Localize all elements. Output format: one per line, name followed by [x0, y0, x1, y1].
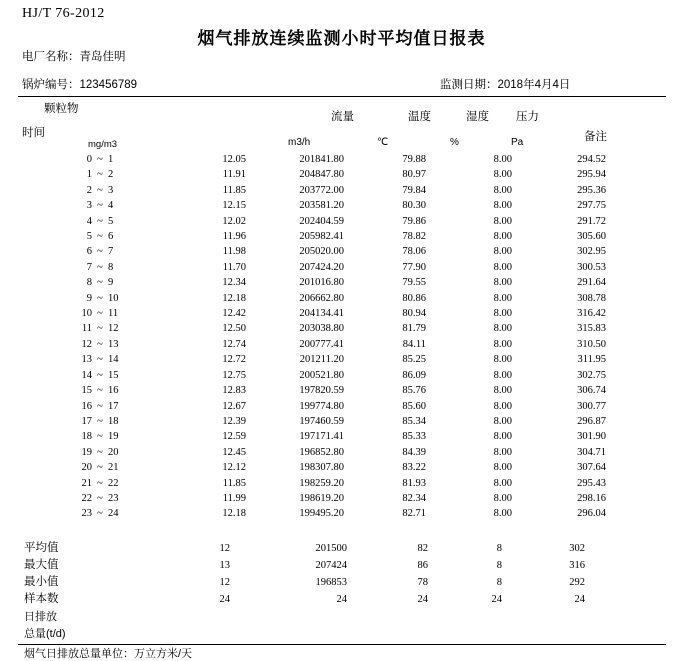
cell-flow: 196852.80	[299, 446, 344, 458]
cell-hour-start: 1	[86, 169, 92, 181]
cell-hour-start: 23	[81, 508, 92, 520]
cell-remark	[612, 306, 683, 321]
summary-minimum-temperature: 78	[417, 577, 428, 588]
cell-hour-end: 16	[108, 385, 119, 397]
header-divider	[18, 96, 666, 97]
cell-pressure: 295.43	[577, 477, 606, 489]
cell-hour-start: 6	[86, 246, 92, 258]
column-header-time: 时间	[22, 127, 45, 139]
cell-particulate: 11.99	[222, 492, 246, 504]
cell-remark	[612, 476, 683, 491]
cell-flow: 198307.80	[299, 462, 344, 474]
monitor-date-label: 监测日期：	[440, 79, 498, 91]
cell-pressure: 300.77	[577, 400, 606, 412]
summary-maximum-pressure: 316	[569, 560, 585, 571]
cell-particulate: 12.02	[222, 215, 246, 227]
cell-flow: 198619.20	[299, 492, 344, 504]
cell-hour-end: 15	[108, 369, 119, 381]
cell-temperature: 85.60	[402, 400, 426, 412]
cell-hour-start: 8	[86, 277, 92, 289]
cell-hour-start: 13	[81, 354, 92, 366]
table-row	[0, 275, 683, 290]
cell-temperature: 82.34	[402, 492, 426, 504]
cell-pressure: 296.04	[577, 508, 606, 520]
cell-pressure: 300.53	[577, 261, 606, 273]
cell-particulate: 11.85	[222, 184, 246, 196]
cell-humidity: 8.00	[493, 231, 512, 243]
cell-hour-end: 14	[108, 354, 119, 366]
cell-range-tilde: ~	[97, 446, 103, 458]
cell-flow: 201841.80	[299, 154, 344, 165]
cell-hour-start: 3	[86, 200, 92, 212]
cell-range-tilde: ~	[97, 462, 103, 474]
table-row	[0, 491, 683, 506]
cell-humidity: 8.00	[493, 385, 512, 397]
cell-hour-start: 19	[81, 446, 92, 458]
cell-humidity: 8.00	[493, 446, 512, 458]
monitor-date-field	[440, 76, 570, 92]
cell-pressure: 310.50	[577, 338, 606, 350]
summary-average-pressure: 302	[569, 543, 585, 554]
table-row	[0, 445, 683, 460]
cell-humidity: 8.00	[493, 492, 512, 504]
cell-flow: 200521.80	[299, 369, 344, 381]
cell-hour-end: 7	[108, 246, 114, 258]
cell-particulate: 12.15	[222, 200, 246, 212]
cell-range-tilde: ~	[97, 477, 103, 489]
cell-hour-start: 20	[81, 462, 92, 474]
cell-temperature: 77.90	[402, 261, 426, 273]
cell-pressure: 306.74	[577, 385, 606, 397]
cell-remark	[612, 152, 683, 167]
cell-humidity: 8.00	[493, 215, 512, 227]
cell-range-tilde: ~	[97, 369, 103, 381]
cell-range-tilde: ~	[97, 277, 103, 289]
cell-hour-end: 23	[108, 492, 119, 504]
table-row	[0, 198, 683, 213]
cell-particulate: 12.59	[222, 431, 246, 443]
cell-remark	[612, 429, 683, 444]
cell-temperature: 85.34	[402, 415, 426, 427]
cell-hour-end: 10	[108, 292, 119, 304]
plant-name-label: 电厂名称：	[22, 51, 80, 63]
summary-maximum-particulate: 13	[219, 560, 230, 571]
table-row	[0, 306, 683, 321]
cell-range-tilde: ~	[97, 231, 103, 243]
cell-pressure: 316.42	[577, 308, 606, 320]
cell-pressure: 302.75	[577, 369, 606, 381]
cell-flow: 203772.00	[299, 184, 344, 196]
cell-humidity: 8.00	[493, 246, 512, 258]
cell-hour-end: 8	[108, 261, 114, 273]
cell-pressure: 304.71	[577, 446, 606, 458]
cell-range-tilde: ~	[97, 492, 103, 504]
summary-average-humidity: 8	[496, 543, 502, 554]
cell-flow: 201016.80	[299, 277, 344, 289]
daily-emission-label: 日排放	[24, 611, 57, 623]
cell-hour-end: 19	[108, 431, 119, 443]
cell-flow: 203038.80	[299, 323, 344, 335]
cell-hour-end: 4	[108, 200, 114, 212]
cell-remark	[612, 337, 683, 352]
cell-range-tilde: ~	[97, 200, 103, 212]
cell-remark	[612, 399, 683, 414]
cell-range-tilde: ~	[97, 431, 103, 443]
cell-flow: 204134.41	[299, 308, 344, 320]
table-row	[0, 399, 683, 414]
cell-pressure: 308.78	[577, 292, 606, 304]
table-row	[0, 383, 683, 398]
summary-sample-count-particulate: 24	[219, 594, 230, 605]
cell-temperature: 83.22	[402, 462, 426, 474]
cell-humidity: 8.00	[493, 261, 512, 273]
summary-minimum-flow: 196853	[315, 577, 347, 588]
column-header-temperature: 温度	[408, 111, 431, 123]
cell-range-tilde: ~	[97, 261, 103, 273]
cell-hour-start: 4	[86, 215, 92, 227]
summary-label-average: 平均值	[24, 542, 59, 554]
cell-range-tilde: ~	[97, 323, 103, 335]
cell-hour-end: 9	[108, 277, 114, 289]
cell-hour-start: 10	[81, 308, 92, 320]
column-header-humidity: 湿度	[466, 111, 489, 123]
cell-flow: 199774.80	[299, 400, 344, 412]
cell-flow: 202404.59	[299, 215, 344, 227]
cell-remark	[612, 414, 683, 429]
cell-range-tilde: ~	[97, 215, 103, 227]
cell-remark	[612, 244, 683, 259]
cell-humidity: 8.00	[493, 338, 512, 350]
cell-flow: 201211.20	[299, 354, 344, 366]
cell-particulate: 12.18	[222, 508, 246, 520]
column-unit-flow: m3/h	[288, 137, 311, 148]
cell-hour-start: 12	[81, 338, 92, 350]
cell-particulate: 12.75	[222, 369, 246, 381]
cell-remark	[612, 260, 683, 275]
summary-block	[0, 540, 683, 608]
table-row	[0, 321, 683, 336]
cell-remark	[612, 321, 683, 336]
hourly-data-table	[0, 152, 683, 522]
cell-range-tilde: ~	[97, 292, 103, 304]
cell-particulate: 11.70	[222, 261, 246, 273]
cell-particulate: 11.91	[222, 169, 246, 181]
cell-humidity: 8.00	[493, 277, 512, 289]
cell-range-tilde: ~	[97, 246, 103, 258]
cell-humidity: 8.00	[493, 323, 512, 335]
cell-particulate: 12.72	[222, 354, 246, 366]
cell-flow: 205982.41	[299, 231, 344, 243]
cell-flow: 197171.41	[299, 431, 344, 443]
monitor-date-value: 2018年4月4日	[497, 79, 571, 91]
cell-particulate: 12.83	[222, 385, 246, 397]
summary-label-maximum: 最大值	[24, 559, 59, 571]
cell-hour-end: 13	[108, 338, 119, 350]
table-row	[0, 429, 683, 444]
summary-minimum-particulate: 12	[219, 577, 230, 588]
cell-pressure: 311.95	[577, 354, 606, 366]
cell-flow: 197460.59	[299, 415, 344, 427]
cell-temperature: 84.39	[402, 446, 426, 458]
cell-hour-start: 22	[81, 492, 92, 504]
column-header-remark: 备注	[584, 131, 607, 143]
cell-temperature: 85.25	[402, 354, 426, 366]
cell-flow: 206662.80	[299, 292, 344, 304]
unit-note: 烟气日排放总量单位：万立方米/天	[24, 648, 193, 660]
cell-pressure: 302.95	[577, 246, 606, 258]
cell-humidity: 8.00	[493, 184, 512, 196]
cell-pressure: 297.75	[577, 200, 606, 212]
summary-label-sample-count: 样本数	[24, 593, 59, 605]
cell-humidity: 8.00	[493, 200, 512, 212]
cell-temperature: 79.88	[402, 154, 426, 165]
column-header-flow: 流量	[331, 111, 354, 123]
cell-particulate: 12.05	[222, 154, 246, 165]
cell-range-tilde: ~	[97, 385, 103, 397]
cell-remark	[612, 445, 683, 460]
cell-range-tilde: ~	[97, 308, 103, 320]
cell-particulate: 12.42	[222, 308, 246, 320]
cell-hour-start: 16	[81, 400, 92, 412]
cell-particulate: 12.18	[222, 292, 246, 304]
cell-pressure: 307.64	[577, 462, 606, 474]
table-row	[0, 152, 683, 167]
hourly-data-body	[0, 152, 683, 522]
cell-range-tilde: ~	[97, 508, 103, 520]
table-row	[0, 476, 683, 491]
cell-hour-end: 18	[108, 415, 119, 427]
cell-remark	[612, 275, 683, 290]
cell-hour-start: 17	[81, 415, 92, 427]
cell-temperature: 84.11	[402, 338, 426, 350]
cell-hour-end: 20	[108, 446, 119, 458]
cell-temperature: 80.86	[402, 292, 426, 304]
cell-humidity: 8.00	[493, 462, 512, 474]
table-row	[0, 352, 683, 367]
cell-humidity: 8.00	[493, 431, 512, 443]
cell-hour-end: 11	[108, 308, 119, 320]
cell-temperature: 78.06	[402, 246, 426, 258]
table-row	[0, 244, 683, 259]
cell-temperature: 79.86	[402, 215, 426, 227]
summary-label-minimum: 最小值	[24, 576, 59, 588]
cell-pressure: 291.72	[577, 215, 606, 227]
cell-flow: 200777.41	[299, 338, 344, 350]
cell-pressure: 301.90	[577, 431, 606, 443]
table-row	[0, 506, 683, 521]
cell-hour-start: 9	[86, 292, 92, 304]
cell-humidity: 8.00	[493, 400, 512, 412]
cell-range-tilde: ~	[97, 184, 103, 196]
boiler-id-label: 锅炉编号：	[22, 79, 80, 91]
cell-humidity: 8.00	[493, 169, 512, 181]
cell-flow: 198259.20	[299, 477, 344, 489]
cell-pressure: 296.87	[577, 415, 606, 427]
cell-hour-start: 14	[81, 369, 92, 381]
column-unit-pressure: Pa	[511, 137, 524, 148]
table-row	[0, 167, 683, 182]
cell-hour-start: 5	[86, 231, 92, 243]
summary-sample-count-temperature: 24	[417, 594, 428, 605]
cell-temperature: 85.33	[402, 431, 426, 443]
cell-remark	[612, 506, 683, 521]
cell-range-tilde: ~	[97, 415, 103, 427]
cell-particulate: 12.34	[222, 277, 246, 289]
cell-hour-end: 6	[108, 231, 114, 243]
cell-range-tilde: ~	[97, 400, 103, 412]
cell-pressure: 295.36	[577, 184, 606, 196]
table-row	[0, 214, 683, 229]
cell-hour-end: 24	[108, 508, 119, 520]
cell-humidity: 8.00	[493, 369, 512, 381]
summary-row-sample-count	[0, 591, 683, 608]
cell-hour-start: 11	[81, 323, 92, 335]
cell-hour-start: 7	[86, 261, 92, 273]
cell-temperature: 86.09	[402, 369, 426, 381]
summary-minimum-pressure: 292	[569, 577, 585, 588]
cell-range-tilde: ~	[97, 338, 103, 350]
cell-humidity: 8.00	[493, 415, 512, 427]
cell-particulate: 12.12	[222, 462, 246, 474]
summary-row-maximum	[0, 557, 683, 574]
summary-sample-count-humidity: 24	[491, 594, 502, 605]
cell-remark	[612, 183, 683, 198]
summary-maximum-flow: 207424	[315, 560, 347, 571]
plant-name-field	[22, 48, 126, 64]
cell-remark	[612, 491, 683, 506]
boiler-id-field	[22, 76, 137, 92]
cell-hour-end: 5	[108, 215, 114, 227]
cell-hour-start: 18	[81, 431, 92, 443]
table-row	[0, 460, 683, 475]
summary-row-average	[0, 540, 683, 557]
standard-code: HJ/T 76-2012	[22, 6, 105, 21]
cell-particulate: 12.45	[222, 446, 246, 458]
cell-range-tilde: ~	[97, 169, 103, 181]
cell-particulate: 12.39	[222, 415, 246, 427]
cell-remark	[612, 167, 683, 182]
cell-temperature: 81.79	[402, 323, 426, 335]
cell-humidity: 8.00	[493, 508, 512, 520]
cell-hour-end: 3	[108, 184, 114, 196]
column-unit-temperature: ℃	[377, 137, 389, 148]
column-header-pressure: 压力	[516, 111, 539, 123]
cell-particulate: 12.74	[222, 338, 246, 350]
total-emission-label: 总量(t/d)	[24, 628, 66, 640]
summary-maximum-temperature: 86	[417, 560, 428, 571]
cell-humidity: 8.00	[493, 308, 512, 320]
cell-pressure: 295.94	[577, 169, 606, 181]
cell-temperature: 79.84	[402, 184, 426, 196]
plant-name-value: 青岛佳明	[79, 51, 126, 63]
column-unit-humidity: %	[450, 137, 459, 148]
summary-average-flow: 201500	[315, 543, 347, 554]
cell-pressure: 315.83	[577, 323, 606, 335]
boiler-id-value: 123456789	[79, 79, 138, 91]
table-row	[0, 291, 683, 306]
cell-hour-end: 17	[108, 400, 119, 412]
column-header-particulate: 颗粒物	[44, 103, 79, 115]
summary-average-temperature: 82	[417, 543, 428, 554]
cell-hour-start: 21	[81, 477, 92, 489]
cell-flow: 203581.20	[299, 200, 344, 212]
cell-remark	[612, 198, 683, 213]
cell-temperature: 81.93	[402, 477, 426, 489]
cell-particulate: 11.98	[222, 246, 246, 258]
summary-sample-count-flow: 24	[336, 594, 347, 605]
cell-hour-end: 1	[108, 154, 114, 165]
cell-temperature: 79.55	[402, 277, 426, 289]
summary-maximum-humidity: 8	[496, 560, 502, 571]
table-row	[0, 260, 683, 275]
cell-hour-start: 2	[86, 184, 92, 196]
cell-remark	[612, 368, 683, 383]
table-row	[0, 229, 683, 244]
cell-pressure: 305.60	[577, 231, 606, 243]
cell-flow: 197820.59	[299, 385, 344, 397]
cell-range-tilde: ~	[97, 154, 103, 165]
table-row	[0, 414, 683, 429]
column-unit-particulate: mg/m3	[88, 139, 118, 150]
table-row	[0, 183, 683, 198]
cell-pressure: 294.52	[577, 154, 606, 165]
cell-hour-start: 15	[81, 385, 92, 397]
cell-remark	[612, 214, 683, 229]
cell-hour-start: 0	[86, 154, 92, 165]
cell-temperature: 80.30	[402, 200, 426, 212]
cell-pressure: 298.16	[577, 492, 606, 504]
cell-flow: 205020.00	[299, 246, 344, 258]
page-title: 烟气排放连续监测小时平均值日报表	[197, 29, 486, 48]
cell-temperature: 80.94	[402, 308, 426, 320]
cell-hour-end: 22	[108, 477, 119, 489]
cell-temperature: 85.76	[402, 385, 426, 397]
cell-remark	[612, 229, 683, 244]
cell-hour-end: 2	[108, 169, 114, 181]
cell-flow: 204847.80	[299, 169, 344, 181]
summary-row-minimum	[0, 574, 683, 591]
cell-temperature: 82.71	[402, 508, 426, 520]
cell-remark	[612, 460, 683, 475]
cell-remark	[612, 383, 683, 398]
cell-flow: 199495.20	[299, 508, 344, 520]
summary-sample-count-pressure: 24	[574, 594, 585, 605]
cell-remark	[612, 291, 683, 306]
summary-average-particulate: 12	[219, 543, 230, 554]
cell-flow: 207424.20	[299, 261, 344, 273]
cell-pressure: 291.64	[577, 277, 606, 289]
cell-humidity: 8.00	[493, 477, 512, 489]
cell-humidity: 8.00	[493, 354, 512, 366]
cell-humidity: 8.00	[493, 154, 512, 165]
cell-hour-end: 21	[108, 462, 119, 474]
summary-minimum-humidity: 8	[496, 577, 502, 588]
cell-particulate: 11.85	[222, 477, 246, 489]
cell-humidity: 8.00	[493, 292, 512, 304]
cell-hour-end: 12	[108, 323, 119, 335]
cell-particulate: 12.67	[222, 400, 246, 412]
table-row	[0, 337, 683, 352]
cell-particulate: 12.50	[222, 323, 246, 335]
cell-temperature: 78.82	[402, 231, 426, 243]
cell-temperature: 80.97	[402, 169, 426, 181]
cell-particulate: 11.96	[222, 231, 246, 243]
cell-remark	[612, 352, 683, 367]
table-row	[0, 368, 683, 383]
cell-range-tilde: ~	[97, 354, 103, 366]
